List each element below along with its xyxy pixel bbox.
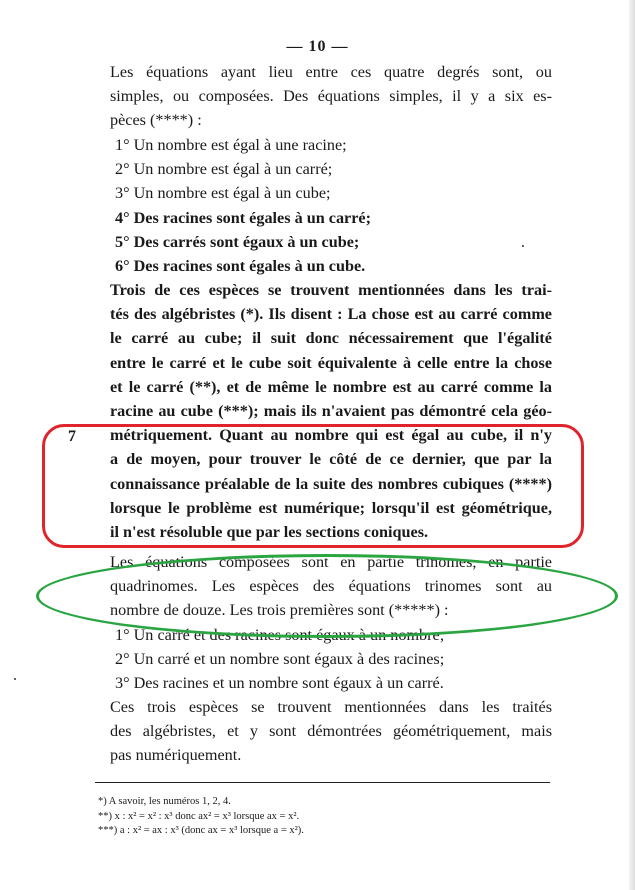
text-line: il n'est résoluble que par les sections coniques.	[110, 523, 429, 542]
footnote: *) A savoir, les numéros 1, 2, 4.	[98, 796, 231, 807]
footnote-divider	[95, 782, 550, 783]
list-item: 6° Des racines sont égales à un cube.	[115, 257, 366, 276]
footnote: **) x : x² = x² : x³ donc ax² = x³ lorsque ax = x².	[98, 810, 300, 822]
text-line: entre le carré et le cube soit équivalente à celle entre la chose	[110, 353, 552, 372]
margin-number: 7	[68, 428, 76, 445]
list-item: 2° Un carré et un nombre sont égaux à des racines;	[115, 650, 445, 669]
text-line: quadrinomes. Les espèces des équations trinomes sont au	[110, 577, 552, 596]
list-item: 3° Des racines et un nombre sont égaux à un carré.	[115, 674, 444, 693]
text-line: a de moyen, pour trouver le côté de ce dernier, que par la	[110, 450, 552, 469]
text-line: pèces (****) :	[110, 111, 202, 130]
paragraph-intro	[110, 60, 552, 133]
text-line: et le carré (**), et de même le nombre est au carré comme la	[110, 377, 552, 396]
text-line: Les équations composées sont en partie trinomes, en partie	[110, 553, 552, 571]
page-edge-shadow	[629, 0, 635, 890]
list-item: 2° Un nombre est égal à un carré;	[115, 160, 333, 179]
text-line: nombre de douze. Les trois premières sont (*****) :	[110, 601, 449, 620]
text-line: connaissance préalable de la suite des nombres cubiques (****)	[110, 474, 552, 493]
text-line: métriquement. Quant au nombre qui est égal au cube, il n'y	[110, 426, 552, 445]
text-line: pas numériquement.	[110, 746, 242, 765]
text-line: lorsque le problème est numérique; lorsqu'il est géométrique,	[110, 498, 552, 517]
text-line: Ces trois espèces se trouvent mentionnées dans les traités	[110, 698, 552, 716]
red-highlight-box	[42, 424, 584, 548]
text-line: tés des algébristes (*). Ils disent : La chose est au carré comme	[110, 305, 552, 324]
text-line: simples, ou composées. Des équations simples, il y a six es-	[110, 87, 552, 106]
scan-speck	[14, 678, 16, 680]
text-line: Les équations ayant lieu entre ces quatre degrés sont, ou	[110, 63, 552, 81]
footnotes	[98, 795, 304, 839]
footnote: ***) a : x² = ax : x³ (donc ax = x³ lorsque a = x²).	[98, 825, 304, 836]
list-item: 3° Un nombre est égal à un cube;	[115, 184, 331, 203]
text-line: des algébristes, et y sont démontrées géométriquement, mais	[110, 722, 552, 741]
text-line: le carré au cube; il suit donc nécessairement que l'égalité	[110, 329, 552, 348]
list-item: 1° Un carré et des racines sont égaux à un nombre;	[115, 626, 445, 644]
list-item: 1° Un nombre est égal à une racine;	[115, 136, 347, 154]
scan-speck	[522, 245, 524, 247]
simple-equations-list	[115, 133, 371, 278]
green-highlight-ellipse	[36, 554, 618, 638]
paragraph-conclusion	[110, 695, 552, 768]
list-item: 5° Des carrés sont égaux à un cube;	[115, 232, 360, 251]
text-line: racine au cube (***); mais ils n'avaient pas démontré cela géo-	[110, 402, 552, 421]
text-line: Trois de ces espèces se trouvent mentionnées dans les trai-	[110, 281, 552, 299]
page-number: — 10 —	[286, 38, 349, 55]
list-item: 4° Des racines sont égales à un carré;	[115, 208, 371, 227]
